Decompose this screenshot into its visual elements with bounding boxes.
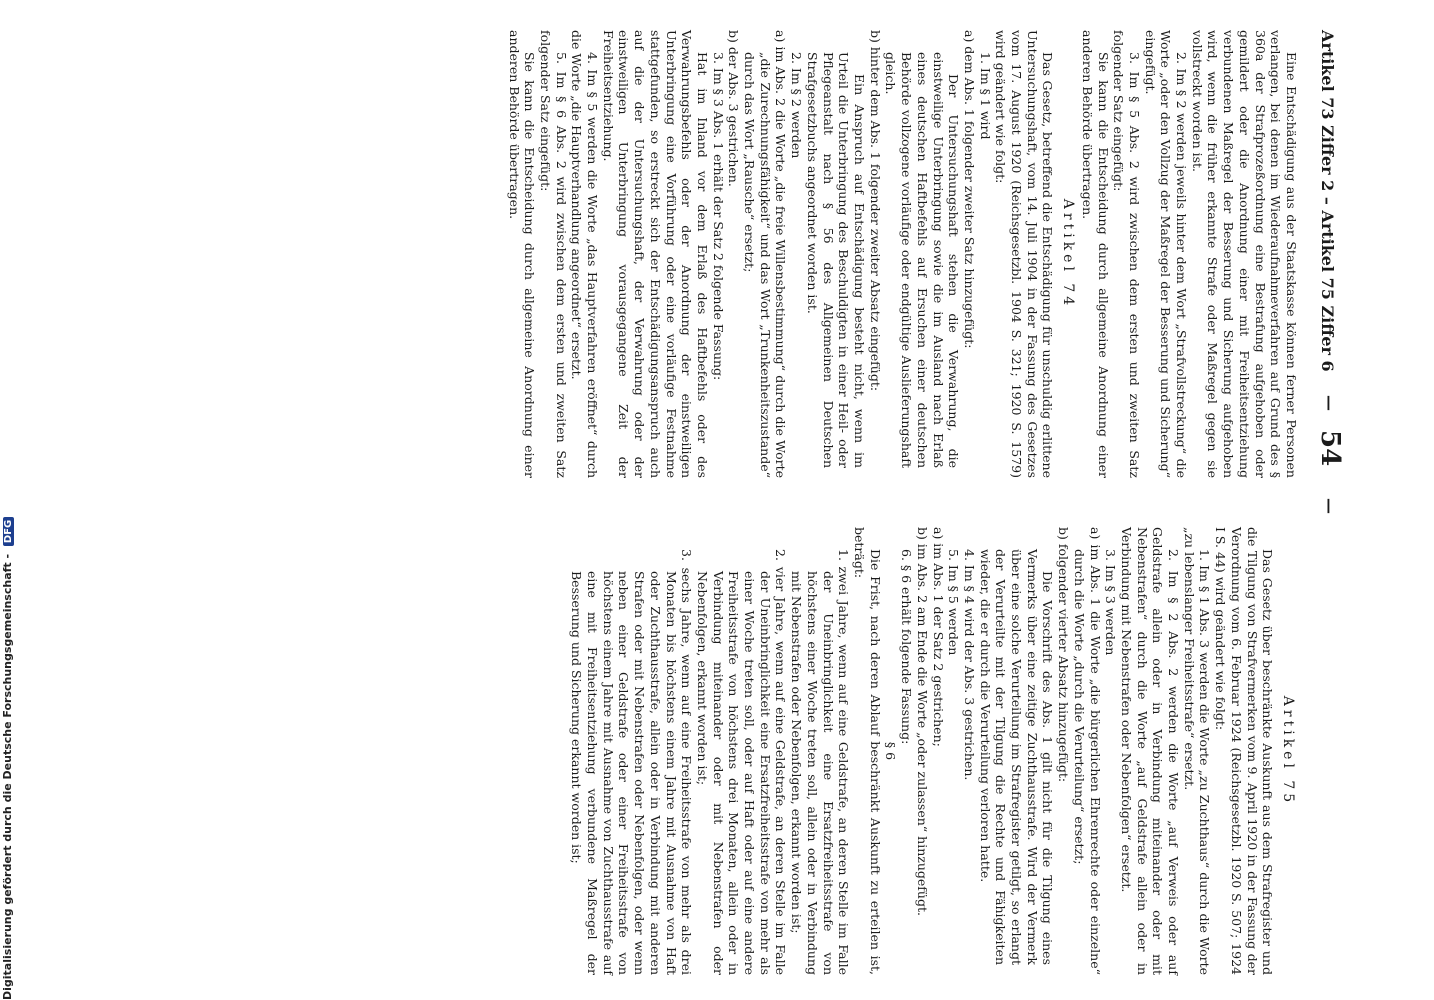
quoted-sentence: Ein Anspruch auf Entschädigung besteht nicht, wenn im Urteil die Unterbringung des Beschuldigten in einer Heil- oder Pflegeanstalt nach § 56 des Allgemeinen Deutschen Strafgesetzbuchs angeordnet worden ist.	[804, 52, 868, 468]
list-item: 4. Im § 4 wird der Abs. 3 gestrichen.	[961, 549, 977, 781]
header-dash-left: —	[1320, 395, 1339, 411]
paragraph: Die Frist, nach deren Ablauf beschränkt Auskunft zu erteilen ist, beträgt:	[852, 527, 883, 975]
quoted-sentence: Der Untersuchungshaft stehen die Verwahrung, die einstweilige Unterbringung sowie die im Ausland nach Erlaß eines deutschen Haftbefehls auf Ersuchen einer deutschen Behörde vollzogene vorläufige oder endgültige Auslieferungshaft gleich.	[883, 52, 962, 468]
list-item: a) im Abs. 1 die Worte „die bürgerlichen Ehrenrechte oder einzelne“ durch die Worte „durch die Verurteilung“ ersetzt;	[1071, 527, 1103, 975]
left-column	[506, 30, 1299, 478]
quoted-sentence: Hat im Inland vor dem Erlaß des Haftbefehls oder des Verwahrungsbefehls oder der Anordnung der einstweiligen Unterbringung eine Vorführung oder eine vorläufige Festnahme stattgefunden, so erstreckt sich der Entschädigungsanspruch auch auf die der Untersuchungshaft, der Verwahrung oder der einstweiligen Unterbringung vorausgegangene Zeit der Freiheitsentziehung.	[600, 30, 710, 478]
running-title: Artikel 73 Ziffer 2 – Artikel 75 Ziffer 6	[1318, 30, 1337, 372]
list-item: b) hinter dem Abs. 1 folgender zweiter Absatz eingefügt:	[867, 30, 883, 392]
list-item: 1. Im § 1 Abs. 3 werden die Worte „zu Zuchthaus“ durch die Worte „zu lebenslanger Freiheitsstrafe“ ersetzt.	[1181, 527, 1213, 975]
list-item: 2. Im § 2 Abs. 2 werden die Worte „auf Verweis oder auf Geldstrafe allein oder in Verbindung miteinander oder mit Nebenstrafen“ durch die Worte „auf Geldstrafe allein oder in Verbindung mit Nebenstrafen oder Nebenfolgen“ ersetzt.	[1118, 527, 1182, 975]
paragraph: 3. Im § 5 Abs. 2 wird zwischen dem ersten und zweiten Satz folgender Satz eingefügt:	[1111, 30, 1142, 478]
list-item: 3. sechs Jahre, wenn auf eine Freiheitsstrafe von mehr als drei Monaten bis höchstens einem Jahre mit Ausnahme von Haft oder Zuchthausstrafe, allein oder in Verbindung mit anderen Strafen oder mit Nebenstrafen oder Nebenfolgen, oder wenn neben einer Geldstrafe oder einer Freiheitsstrafe von höchstens einem Jahre mit Ausnahme von Zuchthausstrafe auf eine mit Freiheitsentziehung verbundene Maßregel der Besserung und Sicherung erkannt worden ist;	[569, 549, 695, 975]
section-heading: § 6	[883, 741, 899, 761]
list-item: 2. vier Jahre, wenn auf eine Geldstrafe, an deren Stelle im Falle der Uneinbringlichkeit eine Ersatzfreiheitsstrafe von mehr als einer Woche treten soll, oder auf Haft oder auf eine andere Freiheitsstrafe von höchstens drei Monaten, allein oder in Verbindung miteinander oder mit Nebenstrafen oder Nebenfolgen, erkannt worden ist;	[694, 549, 789, 975]
list-item: b) der Abs. 3 gestrichen.	[726, 30, 742, 187]
list-item: a) im Abs. 2 die Worte „die freie Willensbestimmung“ durch die Worte „die Zurechnungsfähigkeit“ und das Wort „Trunkenheitszustande“ durch das Wort „Rausche“ ersetzt;	[742, 30, 789, 478]
list-item: 6. § 6 erhält folgende Fassung:	[899, 549, 915, 745]
list-item: 3. Im § 3 werden	[1103, 549, 1119, 656]
quoted-sentence: Sie kann die Entscheidung durch allgemeine Anordnung einer anderen Behörde übertragen.	[506, 30, 538, 478]
page-number: 54	[1315, 430, 1345, 467]
header-dash-right: —	[1320, 498, 1339, 514]
digitization-credit	[1, 517, 14, 1000]
rotated-document-page	[135, 30, 1345, 975]
list-item: 5. Im § 5 werden	[946, 549, 962, 656]
list-item: a) dem Abs. 1 folgender zweiter Satz hinzugefügt:	[961, 30, 977, 349]
list-item: 2. Im § 2 werden	[789, 52, 805, 159]
paragraph: 2. Im § 2 werden jeweils hinter dem Wort „Strafvollstreckung“ die Worte „oder den Vollzug der Maßregel der Besserung und Sicherung“ eingefügt.	[1142, 30, 1190, 478]
list-item: 1. zwei Jahre, wenn auf eine Geldstrafe, an deren Stelle im Falle der Uneinbringlichkeit eine Ersatzfreiheitsstrafe von höchstens einer Woche treten soll, allein oder in Verbindung mit Nebenstrafen oder Nebenfolgen, erkannt worden ist;	[789, 549, 852, 975]
right-column	[569, 527, 1299, 975]
dfg-logo: DFG	[3, 517, 14, 546]
list-item: 4. Im § 5 werden die Worte „das Hauptverfahren eröffnet“ durch die Worte „die Hauptverhandlung angeordnet“ ersetzt.	[569, 30, 601, 478]
list-item: a) im Abs. 1 der Satz 2 gestrichen;	[930, 527, 946, 747]
paragraph: Eine Entschädigung aus der Staatskasse können ferner Personen verlangen, bei denen im Wiederaufnahmeverfahren auf Grund des § 360a der Strafprozeßordnung eine Bestrafung aufgehoben oder gemildert oder die Anordnung einer mit Freiheitsentziehung verbundenen Maßregel der Besserung und Sicherung aufgehoben wird, wenn die früher erkannte Strafe oder Maßregel gegen sie vollstreckt worden ist.	[1189, 30, 1299, 478]
list-item: 1. Im § 1 wird	[977, 52, 993, 140]
page-header	[1305, 30, 1345, 975]
paragraph: Das Gesetz, betreffend die Entschädigung für unschuldig erlittene Untersuchungshaft, vom 14. Juli 1904 in der Fassung des Gesetzes vom 17. August 1920 (Reichsgesetzbl. 1904 S. 321; 1920 S. 1579) wird geändert wie folgt:	[993, 30, 1056, 478]
quoted-sentence: Die Vorschrift des Abs. 1 gilt nicht für die Tilgung eines Vermerks über eine zeitige Zuchthausstrafe. Wird der Vermerk über eine solche Verurteilung im Strafregister getilgt, so erlangt der Verurteilte mit der Tilgung die Rechte und Fähigkeiten wieder, die er durch die Verurteilung verloren hatte.	[977, 549, 1056, 965]
credit-text: Digitalisierung gefördert durch die Deutsche Forschungsgemeinschaft -	[1, 553, 14, 1000]
paragraph: Das Gesetz über beschränkte Auskunft aus dem Strafregister und die Tilgung von Strafvermerken vom 9. April 1920 in der Fassung der Verordnung vom 6. Februar 1924 (Reichsgesetzbl. 1920 S. 507; 1924 I S. 44) wird geändert wie folgt:	[1213, 527, 1276, 975]
article-heading: Artikel 74	[1060, 198, 1077, 310]
quoted-sentence: Sie kann die Entscheidung durch allgemeine Anordnung einer anderen Behörde übertragen.	[1079, 30, 1111, 478]
list-item: 3. Im § 3 Abs. 1 erhält der Satz 2 folgende Fassung:	[710, 52, 726, 381]
list-item: b) im Abs. 2 am Ende die Worte „oder zulassen“ hinzugefügt.	[914, 527, 930, 916]
article-heading: Artikel 75	[1280, 695, 1296, 807]
list-item: b) folgender vierter Absatz hinzugefügt:	[1056, 527, 1072, 783]
list-item: 5. Im § 6 Abs. 2 wird zwischen dem ersten und zweiten Satz folgender Satz eingefügt:	[537, 30, 569, 478]
